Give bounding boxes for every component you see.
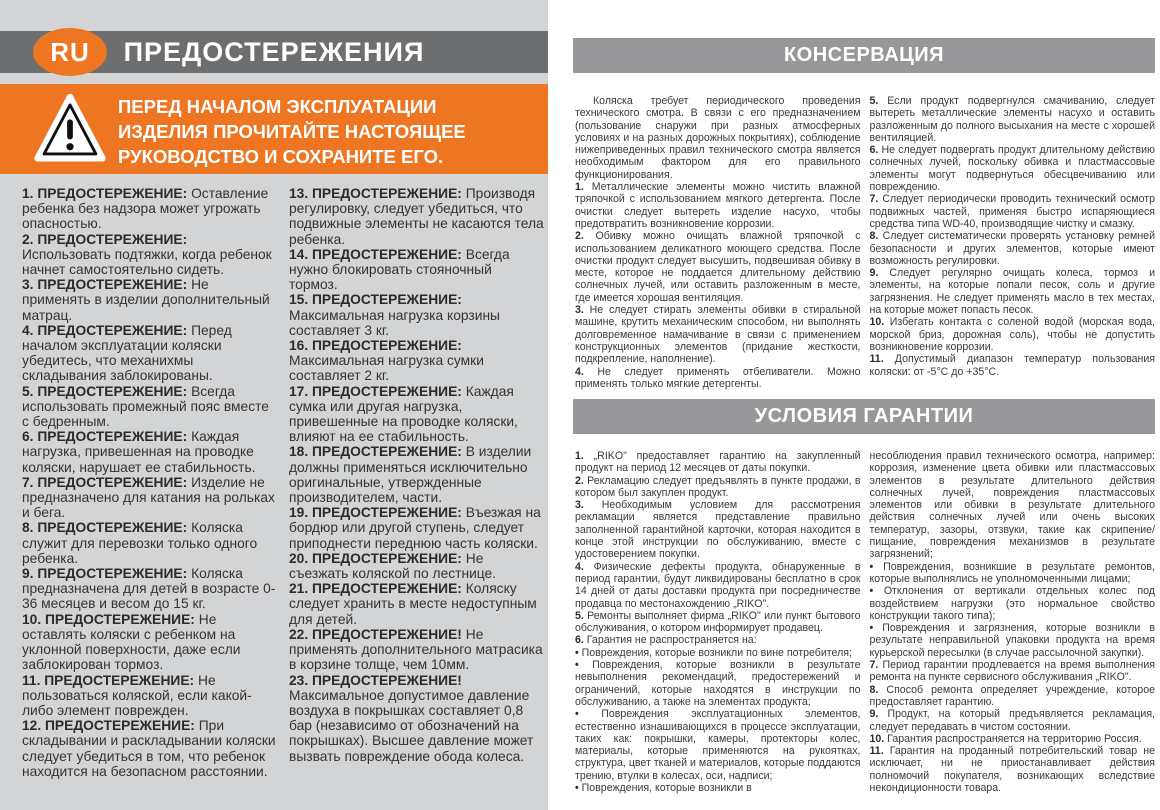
page-title-bar <box>0 31 548 73</box>
paragraph: 7. Следует периодически проводить технический осмотр подвижных частей, применяя быстро испаряющиеся средства типа WD-40, производящие чистку и смазку. <box>869 193 1155 230</box>
paragraph: 5. Ремонты выполняет фирма „RIKO" или пункт бытового обслуживания, о котором информирует продавец. <box>575 609 861 635</box>
paragraph: • Повреждения, которые возникли по вине потребителя; <box>575 646 852 659</box>
warning-item: 17. ПРЕДОСТЕРЕЖЕНИЕ: Каждая сумка или другая нагрузка, привешенные на проводке коляски, влияют на ее стабильность. <box>289 383 518 445</box>
warning-item: 6. ПРЕДОСТЕРЕЖЕНИЕ: Каждая нагрузка, привешенная на проводке коляски, нарушает ее стабильность. <box>22 429 256 475</box>
page-title: ПРЕДОСТЕРЕЖЕНИЯ <box>123 36 425 67</box>
warning-item: 8. ПРЕДОСТЕРЕЖЕНИЕ: Коляска служит для перевозки только одного ребенка. <box>22 520 258 566</box>
warning-item: 13. ПРЕДОСТЕРЕЖЕНИЕ: Производя регулировку, следует убедиться, что подвижные элементы не касаются тела ребенка. <box>289 186 544 247</box>
section-column-2 <box>870 450 1156 794</box>
warning-notice-text: ПЕРЕД НАЧАЛОМ ЭКСПЛУАТАЦИИ ИЗДЕЛИЯ ПРОЧИТАЙТЕ НАСТОЯЩЕЕ РУКОВОДСТВО И СОХРАНИТЕ ЕГО. <box>118 96 466 167</box>
paragraph: 1. „RIKO" предоставляет гарантию на закупленный продукт на период 12 месяцев от даты покупки. <box>575 450 861 475</box>
warning-item: 15. ПРЕДОСТЕРЕЖЕНИЕ: Максимальная нагрузка корзины составляет 3 кг. <box>289 292 500 338</box>
warning-item: 14. ПРЕДОСТЕРЕЖЕНИЕ: Всегда нужно блокировать стояночный тормоз. <box>289 246 510 293</box>
warnings-list <box>22 186 544 779</box>
paragraph: 2. Рекламацию следует предъявлять в пункте продажи, в котором был закуплен продукт. <box>575 474 861 499</box>
paragraph: 10. Гарантия распространяется на территорию Россия. <box>869 732 1142 745</box>
paragraph: 9. Следует регулярно очищать колеса, тормоз и элементы, на которые попали песок, соль и другие загрязнения. Не следует применять масло в тех местах, на которые может попасть песок. <box>869 267 1155 317</box>
warning-item: 11. ПРЕДОСТЕРЕЖЕНИЕ: Не пользоваться коляской, если какой-либо элемент поврежден. <box>22 672 252 718</box>
warning-item: 2. ПРЕДОСТЕРЕЖЕНИЕ: Использовать подтяжки, когда ребенок начнет самостоятельно сидеть. <box>22 231 272 278</box>
paragraph: 8. Способ ремонта определяет учреждение, которое предоставляет гарантию. <box>869 683 1155 708</box>
warning-item: 9. ПРЕДОСТЕРЕЖЕНИЕ: Коляска предназначена для детей в возрасте 0-36 месяцев и весом до 15 кг. <box>22 566 276 612</box>
paragraph: несоблюдения правил технического осмотра, например: коррозия, изменение цвета обивки или пластмассовых элементов в результате длительного действия солнечных лучей, повреждения пластмассовых элементов или обивки в результате длительного действия солнечных лучей или очень высоких температур, зазоры, отзвуки, такие как скрипение/ пищание, повреждения механизмов в результате загрязнений; <box>869 450 1155 561</box>
warning-item: 4. ПРЕДОСТЕРЕЖЕНИЕ: Перед началом эксплуатации коляски убедитесь, что механихмы складывания заблокированы. <box>22 322 232 384</box>
warranty-section-text <box>575 450 1155 794</box>
paragraph: • Повреждения, которые возникли в результате невыполнения рекомендаций, предостережений и ограничений, которые находятся в инструкции по обслуживанию, а также на элементах продукта; <box>575 659 861 708</box>
paragraph: 5. Если продукт подвергнулся смачиванию, следует вытереть металлические элементы насухо и оставить разложенным до полного высыхания на месте с хорошей вентиляцией. <box>869 95 1155 144</box>
paragraph: 11. Гарантия на проданный потребительский товар не исключает, ни не приостанавливает действия полномочий покупателя, возникающих вследствие некондиционности товара. <box>869 745 1155 795</box>
warning-item: 23. ПРЕДОСТЕРЕЖЕНИЕ! Максимальное допустимое давление воздуха в покрышках составляет 0,8 бар (независимо от обозначений на покрышках). Высшее давление может вызвать повреждение обода колеса. <box>289 672 534 764</box>
warning-item: 1. ПРЕДОСТЕРЕЖЕНИЕ: Оставление ребенка без надзора может угрожать опасностью. <box>22 186 269 232</box>
warning-item: 16. ПРЕДОСТЕРЕЖЕНИЕ: Максимальная нагрузка сумки составляет 2 кг. <box>289 338 484 384</box>
section-column-2 <box>870 95 1156 390</box>
paragraph: • Повреждения и загрязнения, которые возникли в результате неправильной упаковки продукта на время курьерской пересылки (в случае рассылочной закупки). <box>869 622 1155 659</box>
warning-item: 10. ПРЕДОСТЕРЕЖЕНИЕ: Не оставлять коляски с ребенком на уклонной поверхности, даже если заблокирован тормоз. <box>22 611 241 673</box>
language-badge: RU <box>33 28 107 76</box>
paragraph: 11. Допустимый диапазон температур пользования коляски: от -5°C до +35°C. <box>869 353 1155 378</box>
paragraph: 4. Физические дефекты продукта, обнаруженные в период гарантии, будут ликвидированы бесплатно в срок 14 дней от даты доставки продукта при посредничестве продавца по местонахождению „RIKO". <box>575 560 861 610</box>
warning-item: 19. ПРЕДОСТЕРЕЖЕНИЕ: Въезжая на бордюр или другой ступень, следует приподнести переднюю часть коляски. <box>289 505 541 551</box>
paragraph: • Повреждения эксплуатационных элементов, естественно изнашивающихся в процессе эксплуатации, таких как: покрышки, камеры, протекторы колес, материалы, которые применяются на рукоятках, структура, цвет тканей и материалов, которые поддаются трению, втулки в колесах, оси, надписи; <box>575 708 861 782</box>
paragraph: 2. Обивку можно очищать влажной тряпочкой с использованием деликатного моющего средства. После очистки продукт следует высушить, подвешивая обивку в месте, которое не поддается длительному действию солнечных лучей, или оставить разложенным в месте, где имеется хорошая вентиляция. <box>575 230 861 304</box>
warning-item: 7. ПРЕДОСТЕРЕЖЕНИЕ: Изделие не предназначено для катания на рольках и бега. <box>22 474 275 521</box>
paragraph: 6. Не следует подвергать продукт длительному действию солнечных лучей, поскольку обивка и пластмассовые элементы могут подвернуться обесцвечиванию или повреждению. <box>869 144 1155 194</box>
paragraph: 7. Период гарантии продлевается на время выполнения ремонта на пункте сервисного обслуживания „RIKO". <box>869 659 1155 684</box>
paragraph: 3. Необходимым условием для рассмотрения рекламации является представление правильно заполненной гарантийной карточки, которая находится в конце этой инструкции по обслуживанию, вместе с удостоверением покупки. <box>575 499 861 561</box>
paragraph: 10. Избегать контакта с соленой водой (морская вода, морской бриз, дорожная соль), чтобы не допустить возникновение коррозии. <box>869 316 1155 353</box>
paragraph: 1. Металлические элементы можно чистить влажной тряпочкой с использованием мягкого детергента. После очистки следует вытереть изделие насухо, чтобы предотвратить возникновение коррозии. <box>575 181 861 230</box>
paragraph: 3. Не следует стирать элементы обивки в стиральной машине, крутить механическим способом, ни выполнять долговременное намачивание в связи с применением конструкционных элементов (придание жесткости, подкрепление, наполнение). <box>575 304 861 366</box>
paragraph: • Повреждения, возникшие в результате ремонтов, которые выполнялись не уполномоченными лицами; <box>869 560 1155 585</box>
paragraph: • Повреждения, которые возникли в <box>575 782 752 795</box>
paragraph: • Отклонения от вертикали отдельных колес под воздействием нагрузки (это нормальное свойство конструкции такого типа); <box>869 585 1155 622</box>
conservation-section-text <box>575 95 1155 390</box>
section-column-1 <box>575 95 861 390</box>
warning-notice <box>0 84 548 174</box>
warning-item: 12. ПРЕДОСТЕРЕЖЕНИЕ: При складывании и раскладывании коляски следует убедиться в том, что ребенок находится на безопасном расстоянии. <box>22 718 276 779</box>
conservation-section-header: КОНСЕРВАЦИЯ <box>573 38 1155 73</box>
warnings-page <box>0 0 548 810</box>
warnings-column-2 <box>289 186 544 779</box>
paragraph: 9. Продукт, на который предъявляется рекламация, следует передавать в чистом состоянии. <box>869 708 1155 733</box>
warning-item: 3. ПРЕДОСТЕРЕЖЕНИЕ: Не применять в изделии дополнительный матрац. <box>22 277 270 323</box>
warning-item: 22. ПРЕДОСТЕРЕЖЕНИЕ! Не применять дополнительного матрасика в корзине толще, чем 10мм. <box>289 626 543 673</box>
paragraph: Коляска требует периодического проведения технического смотра. В связи с его предназначением (пользование снаружи при разных атмосферных условиях и на разных дорожных покрытиях), соблюдение нижеприведенных правил технического смотра является необходимым фактором для его правильного функционирования. <box>575 95 861 181</box>
warning-item: 18. ПРЕДОСТЕРЕЖЕНИЕ: В изделии должны применяться исключительно оригинальные, утвержденные производителем, части. <box>289 444 532 506</box>
warnings-column-1 <box>22 186 277 779</box>
warning-item: 5. ПРЕДОСТЕРЕЖЕНИЕ: Всегда использовать промежный пояс вместе с бедренным. <box>22 383 269 430</box>
paragraph: 6. Гарантия не распространяется на: <box>575 634 757 647</box>
warning-item: 20. ПРЕДОСТЕРЕЖЕНИЕ: Не съезжать коляской по лестнице. <box>289 550 497 582</box>
warning-item: 21. ПРЕДОСТЕРЕЖЕНИЕ: Коляску следует хранить в месте недоступным для детей. <box>289 581 537 627</box>
paragraph: 4. Не следует применять отбеливатели. Можно применять только мягкие детергенты. <box>575 365 861 390</box>
maintenance-warranty-page <box>548 0 1160 810</box>
section-column-1 <box>575 450 861 794</box>
warranty-section-header: УСЛОВИЯ ГАРАНТИИ <box>573 399 1155 434</box>
warning-triangle-icon <box>34 93 106 168</box>
paragraph: 8. Следует систематически проверять установку ремней безопасности и других элементов, которые имеют возможность регулировки. <box>869 230 1155 267</box>
